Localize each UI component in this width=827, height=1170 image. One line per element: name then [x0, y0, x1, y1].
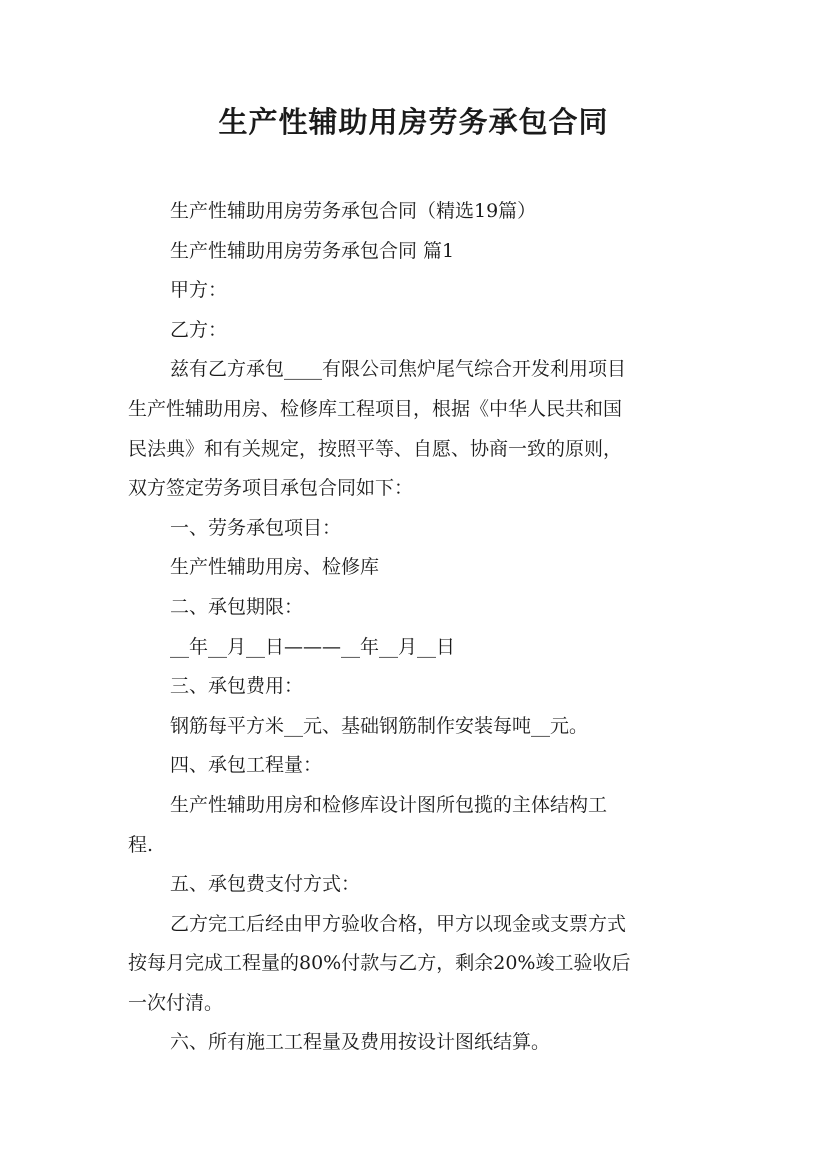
party-b-label: 乙方： [170, 318, 228, 341]
section-4-heading: 四、承包工程量： [170, 754, 323, 777]
section-4-content-line-1: 生产性辅助用房和检修库设计图所包揽的主体结构工 [170, 793, 608, 816]
section-5-content-line-2: 按每月完成工程量的80%付款与乙方，剩余20%竣工验收后 [128, 952, 631, 975]
section-6-heading: 六、所有施工工程量及费用按设计图纸结算。 [170, 1031, 551, 1054]
section-5-content-line-1: 乙方完工后经由甲方验收合格，甲方以现金或支票方式 [170, 912, 627, 935]
intro-line-3: 民法典》和有关规定，按照平等、自愿、协商一致的原则， [128, 437, 623, 460]
party-a-label: 甲方： [170, 279, 228, 302]
section-5-heading: 五、承包费支付方式： [170, 873, 361, 896]
section-1-heading: 一、劳务承包项目： [170, 516, 342, 539]
section-2-content: __年__月__日———__年__月__日 [170, 635, 456, 658]
intro-line-4: 双方签定劳务项目承包合同如下： [128, 477, 414, 500]
intro-line-1: 兹有乙方承包____有限公司焦炉尾气综合开发利用项目 [170, 358, 627, 381]
document-body [128, 192, 708, 1063]
section-1-content: 生产性辅助用房、检修库 [170, 556, 380, 579]
paragraph-heading-part-1: 生产性辅助用房劳务承包合同 篇1 [170, 239, 455, 262]
section-2-heading: 二、承包期限： [170, 595, 304, 618]
section-3-content: 钢筋每平方米__元、基础钢筋制作安装每吨__元。 [170, 714, 589, 737]
section-3-heading: 三、承包费用： [170, 675, 304, 698]
section-5-content-line-3: 一次付清。 [128, 991, 224, 1014]
intro-line-2: 生产性辅助用房、检修库工程项目，根据《中华人民共和国 [128, 397, 623, 420]
section-4-content-line-2: 程. [128, 833, 154, 856]
paragraph-heading-collection: 生产性辅助用房劳务承包合同（精选19篇） [170, 200, 537, 222]
document-title: 生产性辅助用房劳务承包合同 [218, 105, 609, 139]
